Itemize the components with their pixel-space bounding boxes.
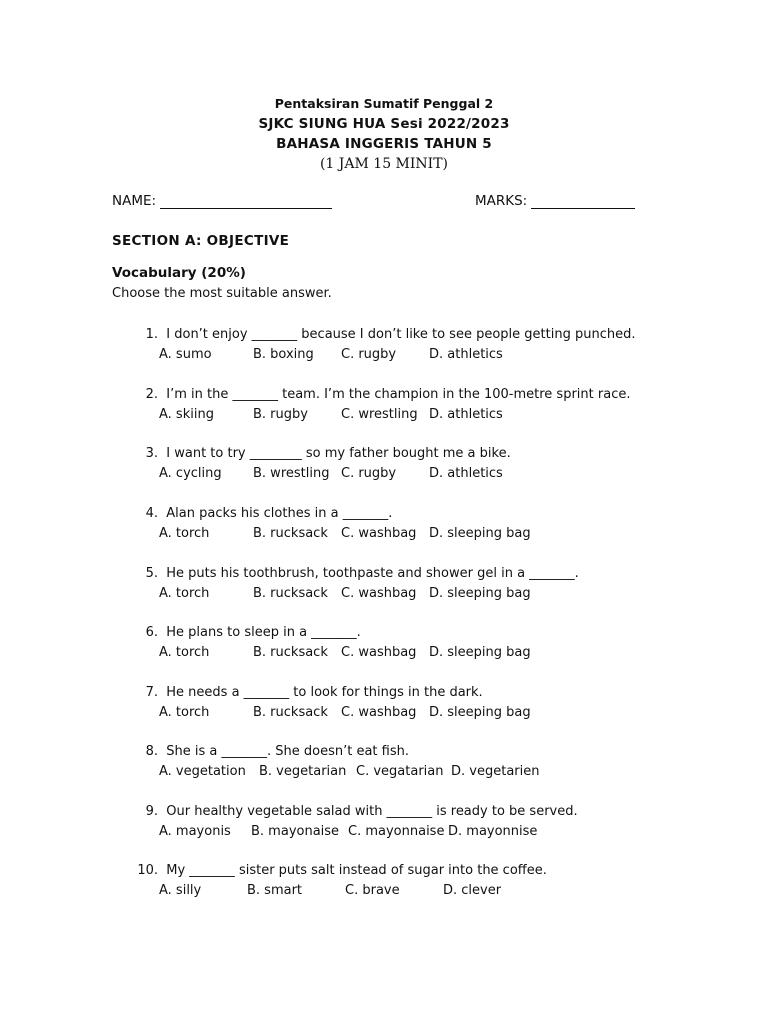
question-6: [120, 623, 680, 663]
question-number: 7.: [145, 685, 158, 700]
duration: (1 JAM 15 MINIT): [319, 156, 449, 172]
question-stem: [120, 802, 680, 822]
option-d[interactable]: D. clever: [443, 883, 502, 898]
question-text: He needs a _______ to look for things in the dark.: [166, 685, 483, 700]
question-number: 8.: [145, 744, 158, 759]
option-d[interactable]: D. athletics: [429, 347, 503, 362]
option-a[interactable]: A. cycling: [159, 466, 222, 481]
question-text: My _______ sister puts salt instead of sugar into the coffee.: [166, 863, 547, 878]
question-text: I’m in the _______ team. I’m the champion in the 100-metre sprint race.: [166, 387, 631, 402]
question-number: 9.: [145, 804, 158, 819]
option-c[interactable]: C. rugby: [341, 347, 397, 362]
question-5: [120, 564, 680, 604]
section-subtitle: Vocabulary (20%): [112, 265, 246, 281]
option-c[interactable]: C. washbag: [341, 705, 417, 720]
name-field[interactable]: [112, 193, 332, 209]
question-8: [120, 742, 680, 782]
answer-options: [159, 703, 680, 723]
question-7: [120, 683, 680, 723]
answer-options: [159, 584, 680, 604]
option-c[interactable]: C. washbag: [341, 526, 417, 541]
question-stem: [120, 385, 680, 405]
question-number: 5.: [145, 566, 158, 581]
option-d[interactable]: D. sleeping bag: [429, 645, 531, 660]
option-b[interactable]: B. wrestling: [253, 466, 330, 481]
option-a[interactable]: A. torch: [159, 705, 210, 720]
option-a[interactable]: A. torch: [159, 645, 210, 660]
option-c[interactable]: C. mayonnaise: [348, 824, 445, 839]
subject-title: BAHASA INGGERIS TAHUN 5: [276, 136, 492, 152]
question-number: 10.: [137, 863, 158, 878]
question-stem: [120, 623, 680, 643]
question-3: [120, 444, 680, 484]
exam-term: Pentaksiran Sumatif Penggal 2: [274, 96, 494, 111]
marks-label: MARKS:: [475, 193, 528, 209]
option-a[interactable]: A. torch: [159, 526, 210, 541]
question-4: [120, 504, 680, 544]
option-a[interactable]: A. skiing: [159, 407, 214, 422]
option-b[interactable]: B. smart: [247, 883, 303, 898]
question-text: She is a _______. She doesn’t eat fish.: [166, 744, 409, 759]
answer-options: [159, 345, 680, 365]
option-c[interactable]: C. vegatarian: [356, 764, 444, 779]
question-number: 4.: [145, 506, 158, 521]
question-text: He puts his toothbrush, toothpaste and shower gel in a _______.: [166, 566, 579, 581]
option-d[interactable]: D. mayonnise: [448, 824, 538, 839]
question-text: He plans to sleep in a _______.: [166, 625, 361, 640]
question-1: [120, 325, 680, 365]
option-d[interactable]: D. athletics: [429, 466, 503, 481]
option-b[interactable]: B. rucksack: [253, 705, 328, 720]
question-10: [120, 861, 680, 901]
option-a[interactable]: A. silly: [159, 883, 202, 898]
question-stem: [120, 325, 680, 345]
answer-options: [159, 464, 680, 484]
option-d[interactable]: D. sleeping bag: [429, 586, 531, 601]
answer-options: [159, 762, 680, 782]
question-number: 3.: [145, 446, 158, 461]
option-a[interactable]: A. sumo: [159, 347, 212, 362]
question-stem: [120, 504, 680, 524]
option-b[interactable]: B. rucksack: [253, 586, 328, 601]
option-b[interactable]: B. boxing: [253, 347, 314, 362]
answer-options: [159, 524, 680, 544]
option-c[interactable]: C. washbag: [341, 645, 417, 660]
answer-options: [159, 881, 680, 901]
section-title: SECTION A: OBJECTIVE: [112, 233, 290, 249]
option-c[interactable]: C. wrestling: [341, 407, 418, 422]
question-stem: [120, 861, 680, 881]
exam-header: [0, 94, 768, 174]
school-session: SJKC SIUNG HUA Sesi 2022/2023: [258, 116, 510, 132]
question-stem: [120, 444, 680, 464]
option-c[interactable]: C. brave: [345, 883, 400, 898]
option-b[interactable]: B. vegetarian: [259, 764, 347, 779]
option-a[interactable]: A. mayonis: [159, 824, 231, 839]
answer-options: [159, 405, 680, 425]
option-d[interactable]: D. sleeping bag: [429, 526, 531, 541]
question-text: I want to try ________ so my father bought me a bike.: [166, 446, 511, 461]
option-d[interactable]: D. sleeping bag: [429, 705, 531, 720]
option-b[interactable]: B. rucksack: [253, 645, 328, 660]
question-number: 1.: [145, 327, 158, 342]
option-b[interactable]: B. rugby: [253, 407, 308, 422]
instruction: Choose the most suitable answer.: [112, 286, 332, 301]
answer-options: [159, 643, 680, 663]
question-stem: [120, 683, 680, 703]
name-label: NAME:: [112, 193, 157, 209]
question-9: [120, 802, 680, 842]
marks-line[interactable]: [531, 194, 635, 209]
question-text: Alan packs his clothes in a _______.: [166, 506, 393, 521]
option-a[interactable]: A. torch: [159, 586, 210, 601]
question-stem: [120, 742, 680, 762]
question-text: I don’t enjoy _______ because I don’t like to see people getting punched.: [166, 327, 636, 342]
question-2: [120, 385, 680, 425]
answer-options: [159, 822, 680, 842]
question-stem: [120, 564, 680, 584]
question-number: 6.: [145, 625, 158, 640]
option-d[interactable]: D. athletics: [429, 407, 503, 422]
name-line[interactable]: [160, 194, 332, 209]
marks-field[interactable]: [475, 193, 635, 209]
question-number: 2.: [145, 387, 158, 402]
question-text: Our healthy vegetable salad with _______ is ready to be served.: [166, 804, 578, 819]
option-b[interactable]: B. rucksack: [253, 526, 328, 541]
option-a[interactable]: A. vegetation: [159, 764, 246, 779]
option-d[interactable]: D. vegetarien: [451, 764, 540, 779]
option-b[interactable]: B. mayonaise: [251, 824, 340, 839]
option-c[interactable]: C. washbag: [341, 586, 417, 601]
option-c[interactable]: C. rugby: [341, 466, 397, 481]
